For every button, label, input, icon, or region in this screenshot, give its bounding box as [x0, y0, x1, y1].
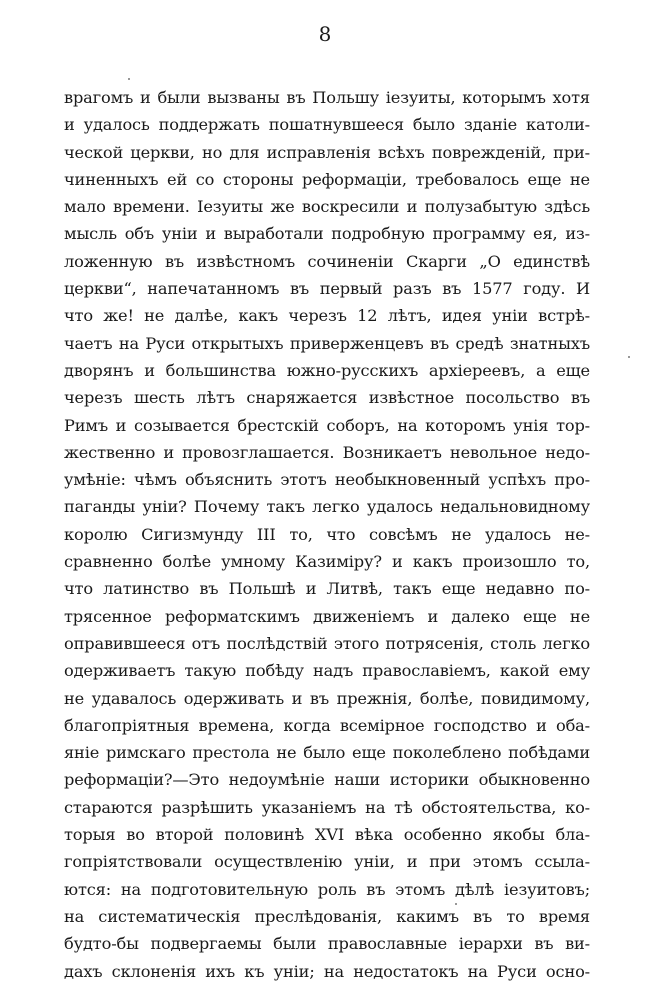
- text-line: мало времени. Iезуиты же воскресили и полузабытую здѣсь: [64, 197, 590, 217]
- text-line: ческой церкви, но для исправленiя всѣхъ поврежденiй, при-: [64, 142, 590, 162]
- text-line: дворянъ и большинства южно-русскихъ архiереевъ, а еще: [64, 360, 590, 380]
- text-line: ложенную въ извѣстномъ сочиненiи Скарги „О единствѣ: [64, 251, 590, 271]
- text-line: что же! не далѣе, какъ черезъ 12 лѣтъ, идея унiи встрѣ-: [64, 306, 590, 326]
- text-line: черезъ шесть лѣтъ снаряжается извѣстное посольство въ: [64, 388, 590, 408]
- body-text: [64, 84, 590, 985]
- text-line: реформацiи?—Это недоумѣнiе наши историки обыкновенно: [64, 770, 590, 790]
- scan-speck: [455, 903, 457, 905]
- text-line: не удавалось одерживать и въ прежнiя, болѣе, повидимому,: [64, 688, 590, 708]
- text-line: ются: на подготовительную роль въ этомъ дѣлѣ iезуитовъ;: [64, 879, 590, 899]
- text-line: умѣнiе: чѣмъ объяснить этотъ необыкновенный успѣхъ про-: [64, 470, 590, 490]
- text-line: чаетъ на Руси открытыхъ приверженцевъ въ средѣ знатныхъ: [64, 333, 590, 353]
- scan-speck: [128, 78, 130, 80]
- text-line: янiе римскаго престола не было еще поколеблено побѣдами: [64, 743, 590, 763]
- text-line: Римъ и созывается брестскiй соборъ, на которомъ унiя тор-: [64, 415, 590, 435]
- text-line: гопрiятствовали осуществленiю унiи, и при этомъ ссыла-: [64, 852, 590, 872]
- text-line: стараются разрѣшить указанiемъ на тѣ обстоятельства, ко-: [64, 797, 590, 817]
- text-line: оправившееся отъ послѣдствiй этого потрясенiя, столь легко: [64, 633, 590, 653]
- text-line: на систематическiя преслѣдованiя, какимъ въ то время: [64, 906, 590, 926]
- page-number: 8: [318, 22, 332, 46]
- text-line: и удалось поддержать пошатнувшееся было зданiе католи-: [64, 115, 590, 135]
- text-line: церкви“, напечатанномъ въ первый разъ въ 1577 году. И: [64, 279, 590, 299]
- text-line: мысль объ унiи и выработали подробную программу ея, из-: [64, 224, 590, 244]
- text-line: паганды унiи? Почему такъ легко удалось недальновидному: [64, 497, 590, 517]
- scan-speck: [628, 356, 630, 358]
- text-line: сравненно болѣе умному Казимiру? и какъ произошло то,: [64, 552, 590, 572]
- text-line: чиненныхъ ей со стороны реформацiи, требовалось еще не: [64, 169, 590, 189]
- text-line: трясенное реформатскимъ движенiемъ и далеко еще не: [64, 606, 590, 626]
- text-line: благопрiятныя времена, когда всемiрное господство и оба-: [64, 715, 590, 735]
- text-line: что латинство въ Польшѣ и Литвѣ, такъ еще недавно по-: [64, 579, 590, 599]
- text-line: будто-бы подвергаемы были православные iерархи въ ви-: [64, 934, 590, 954]
- text-line: дахъ склоненiя ихъ къ унiи; на недостатокъ на Руси осно-: [64, 961, 590, 981]
- text-line: жественно и провозглашается. Возникаетъ невольное недо-: [64, 442, 590, 462]
- text-line: королю Сигизмунду III то, что совсѣмъ не удалось не-: [64, 524, 590, 544]
- text-line: торыя во второй половинѣ XVI вѣка особенно якобы бла-: [64, 825, 590, 845]
- text-line: врагомъ и были вызваны въ Польшу iезуиты, которымъ хотя: [64, 88, 590, 107]
- text-line: одерживаетъ такую побѣду надъ православiемъ, какой ему: [64, 661, 590, 681]
